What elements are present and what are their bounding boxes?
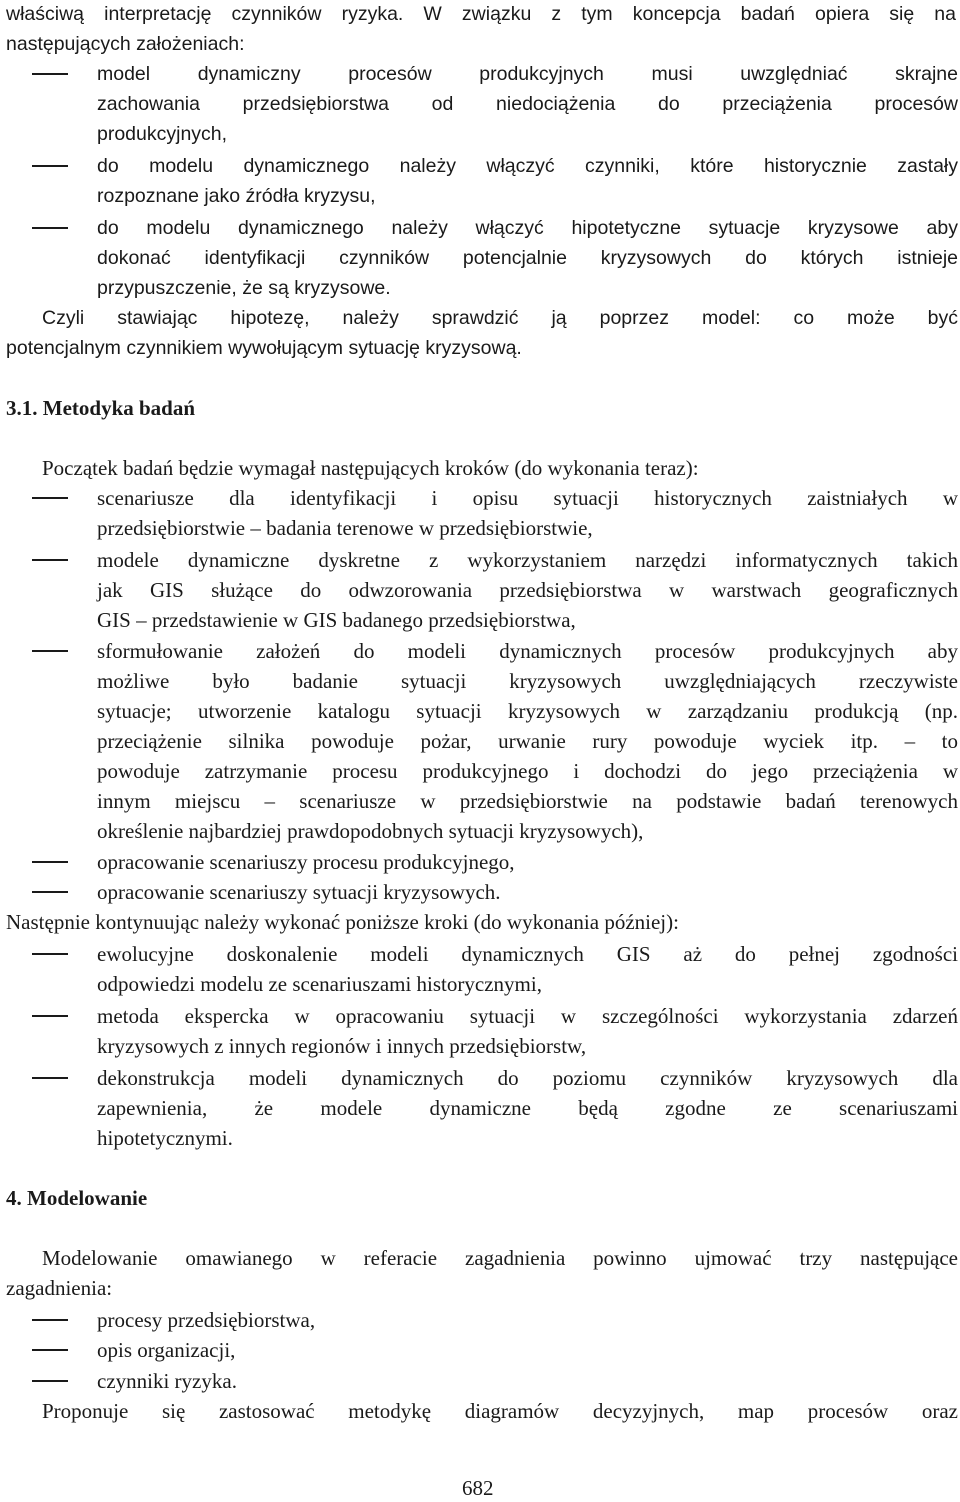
list-item-line: metoda ekspercka w opracowaniu sytuacji w szczególności wykorzystania zdarzeń	[97, 1004, 958, 1028]
paragraph-line: następujących założeniach:	[6, 33, 245, 55]
list-item-line: przeciążenie silnika powoduje pożar, urwanie rury powoduje wyciek itp. – to	[97, 729, 958, 753]
list-item-line: kryzysowych z innych regionów i innych przedsiębiorstw,	[97, 1034, 587, 1058]
list-dash	[32, 227, 68, 229]
list-item-line: przypuszczenie, że są kryzysowe.	[97, 277, 391, 299]
list-dash	[32, 559, 68, 561]
paragraph-line: Następnie kontynuując należy wykonać poniższe kroki (do wykonania później):	[6, 910, 679, 934]
list-item-line: ewolucyjne doskonalenie modeli dynamicznych GIS aż do pełnej zgodności	[97, 942, 958, 966]
list-item-line: produkcyjnych,	[97, 123, 228, 145]
list-item-line: sformułowanie założeń do modeli dynamicznych procesów produkcyjnych aby	[97, 639, 958, 663]
list-item-line: czynniki ryzyka.	[97, 1369, 237, 1393]
list-item-line: modele dynamiczne dyskretne z wykorzystaniem narzędzi informatycznych takich	[97, 548, 958, 572]
section-heading: 3.1. Metodyka badań	[6, 396, 196, 420]
list-item-line: do modelu dynamicznego należy włączyć czynniki, które historycznie zastały	[97, 155, 958, 177]
list-dash	[32, 497, 68, 499]
list-item-line: sytuacje; utworzenie katalogu sytuacji kryzysowych w zarządzaniu produkcją (np.	[97, 699, 958, 723]
list-item-line: GIS – przedstawienie w GIS badanego przedsiębiorstwa,	[97, 608, 576, 632]
list-item-line: opracowanie scenariuszy sytuacji kryzysowych.	[97, 880, 501, 904]
paragraph-line: Proponuje się zastosować metodykę diagramów decyzyjnych, map procesów oraz	[42, 1399, 958, 1423]
page-number: 682	[462, 1476, 494, 1500]
list-dash	[32, 650, 68, 652]
list-item-line: odpowiedzi modelu ze scenariuszami historycznymi,	[97, 972, 542, 996]
paragraph-line: właściwą interpretację czynników ryzyka. W związku z tym koncepcja badań opiera się na	[6, 3, 956, 25]
list-item-line: dokonać identyfikacji czynników potencjalnie kryzysowych do których istnieje	[97, 247, 958, 269]
paragraph-line: Modelowanie omawianego w referacie zagadnienia powinno ujmować trzy następujące	[42, 1246, 958, 1270]
list-dash	[32, 1349, 68, 1351]
list-dash	[32, 953, 68, 955]
list-item-line: opis organizacji,	[97, 1338, 236, 1362]
list-dash	[32, 861, 68, 863]
list-item-line: rozpoznane jako źródła kryzysu,	[97, 185, 376, 207]
paragraph-line: Początek badań będzie wymagał następujących kroków (do wykonania teraz):	[42, 456, 699, 480]
list-dash	[32, 891, 68, 893]
list-item-line: jak GIS służące do odwzorowania przedsiębiorstwa w warstwach geograficznych	[97, 578, 958, 602]
list-item-line: możliwe było badanie sytuacji kryzysowych uwzględniających rzeczywiste	[97, 669, 958, 693]
paragraph-line: zagadnienia:	[6, 1276, 113, 1300]
list-item-line: powoduje zatrzymanie procesu produkcyjnego i dochodzi do jego przeciążenia w	[97, 759, 958, 783]
list-dash	[32, 1077, 68, 1079]
list-item-line: do modelu dynamicznego należy włączyć hipotetyczne sytuacje kryzysowe aby	[97, 217, 958, 239]
list-dash	[32, 1319, 68, 1321]
paragraph-line: Czyli stawiając hipotezę, należy sprawdzić ją poprzez model: co może być	[42, 307, 958, 329]
list-item-line: zachowania przedsiębiorstwa od niedociążenia do przeciążenia procesów	[97, 93, 958, 115]
list-item-line: model dynamiczny procesów produkcyjnych musi uwzględniać skrajne	[97, 63, 958, 85]
list-dash	[32, 165, 68, 167]
list-dash	[32, 1015, 68, 1017]
list-item-line: dekonstrukcja modeli dynamicznych do poziomu czynników kryzysowych dla	[97, 1066, 958, 1090]
list-item-line: zapewnienia, że modele dynamiczne będą zgodne ze scenariuszami	[97, 1096, 958, 1120]
list-item-line: procesy przedsiębiorstwa,	[97, 1308, 316, 1332]
list-item-line: przedsiębiorstwie – badania terenowe w przedsiębiorstwie,	[97, 516, 593, 540]
list-item-line: innym miejscu – scenariusze w przedsiębiorstwie na podstawie badań terenowych	[97, 789, 958, 813]
section-heading: 4. Modelowanie	[6, 1186, 148, 1210]
list-item-line: opracowanie scenariuszy procesu produkcyjnego,	[97, 850, 515, 874]
list-dash	[32, 1380, 68, 1382]
paragraph-line: potencjalnym czynnikiem wywołującym sytuację kryzysową.	[6, 337, 522, 359]
list-dash	[32, 73, 68, 75]
list-item-line: hipotetycznymi.	[97, 1126, 233, 1150]
list-item-line: określenie najbardziej prawdopodobnych sytuacji kryzysowych),	[97, 819, 644, 843]
list-item-line: scenariusze dla identyfikacji i opisu sytuacji historycznych zaistniałych w	[97, 486, 958, 510]
